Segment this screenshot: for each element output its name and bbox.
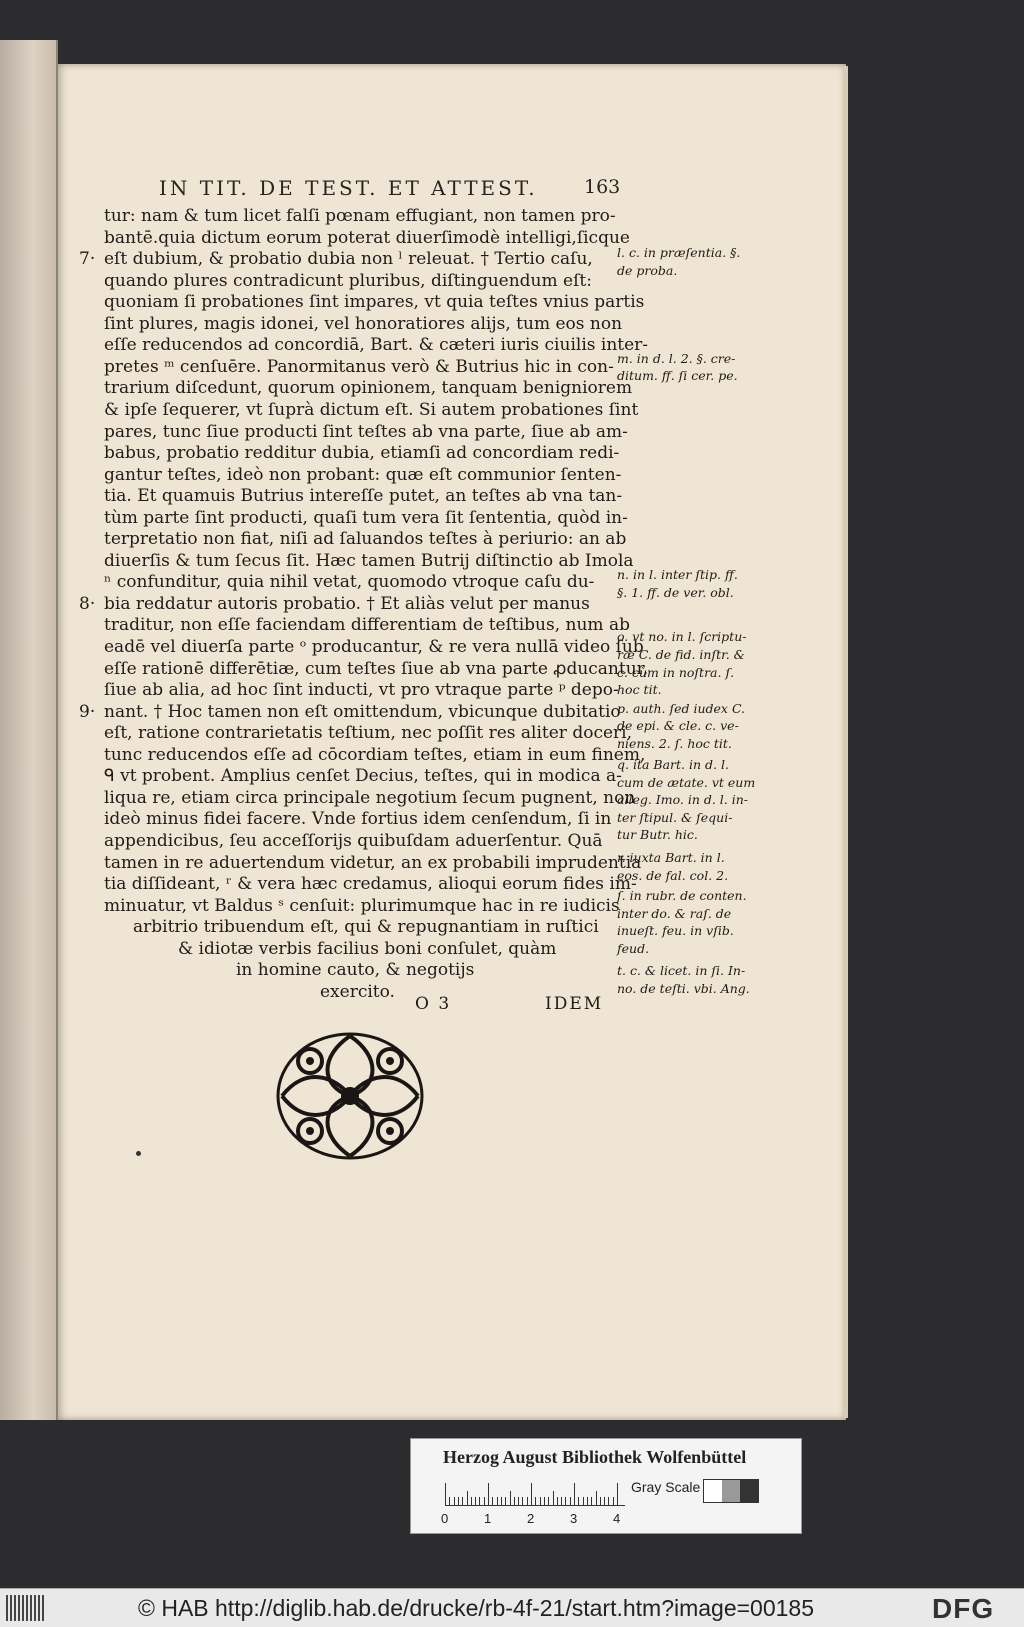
page-speck xyxy=(136,1151,141,1156)
section-number: 7· xyxy=(79,249,96,270)
marginal-note: de epi. & cle. c. ve- xyxy=(617,718,739,733)
printer-ornament xyxy=(270,1026,430,1166)
text-line: nant. † Hoc tamen non eſt omittendum, vbicunque dubitatio xyxy=(104,701,621,722)
text-line: liqua re, etiam circa principale negotium ſecum pugnent, non xyxy=(104,787,636,808)
ruler-tick xyxy=(479,1497,480,1505)
ruler-tick xyxy=(514,1497,515,1505)
ruler-tick xyxy=(518,1497,519,1505)
ruler-tick xyxy=(557,1497,558,1505)
marginal-note: §. 1. ff. de ver. obl. xyxy=(617,585,734,600)
text-line: eſt dubium, & probatio dubia non ˡ releuat. † Tertio caſu, xyxy=(104,249,593,270)
ruler-tick xyxy=(522,1497,523,1505)
text-line: & idiotæ verbis facilius boni conſulet, quàm xyxy=(178,938,557,959)
text-line: tùm parte ſint producti, quaſi tum vera ſit ſententia, quòd in- xyxy=(104,507,628,528)
ruler-number: 2 xyxy=(527,1511,535,1526)
marginal-note: ditum. ff. ſi cer. pe. xyxy=(617,368,738,383)
text-line: exercito. xyxy=(320,981,395,1002)
card-title: Herzog August Bibliothek Wolfenbüttel xyxy=(443,1447,747,1467)
ruler-number: 1 xyxy=(484,1511,492,1526)
text-line: appendicibus, ſeu acceſſorijs quibuſdam aduerſentur. Quā xyxy=(104,830,603,851)
ruler-tick xyxy=(471,1497,472,1505)
marginal-note: tur Butr. hic. xyxy=(617,827,698,842)
text-line: ideò minus fidei facere. Vnde fortius idem cenſendum, ſi in xyxy=(104,809,612,830)
text-line: minuatur, vt Baldus ˢ cenſuit: plurimumque hac in re iudicis xyxy=(104,895,620,916)
ruler-tick xyxy=(565,1497,566,1505)
ruler-number: 4 xyxy=(613,1511,621,1526)
ruler-number: 0 xyxy=(441,1511,449,1526)
ruler-tick xyxy=(497,1497,498,1505)
marginal-note: ræ C. de fid. inſtr. & xyxy=(617,647,745,662)
text-line: eſſe reducendos ad concordiā, Bart. & cæteri iuris ciuilis inter- xyxy=(104,335,649,356)
text-line: babus, probatio redditur dubia, etiamſi ad concordiam redi- xyxy=(104,443,620,464)
text-line: terpretatio non fiat, niſi ad ſaluandos teſtes à periurio: an ab xyxy=(104,529,627,550)
page-number: 163 xyxy=(584,176,621,198)
ruler-tick xyxy=(600,1497,601,1505)
ruler-tick xyxy=(510,1491,511,1505)
ruler-tick xyxy=(587,1497,588,1505)
color-calibration-card xyxy=(410,1438,802,1534)
marginal-note: no. de teſti. vbi. Ang. xyxy=(617,981,750,996)
text-line: arbitrio tribuendum eſt, qui & repugnantiam in ruſtici xyxy=(133,917,599,938)
marginal-note: t. c. & licet. in ſi. In- xyxy=(617,963,746,978)
ruler-tick xyxy=(484,1497,485,1505)
catchword: IDEM xyxy=(545,994,604,1014)
ruler-tick xyxy=(604,1497,605,1505)
ruler-number: 3 xyxy=(570,1511,578,1526)
text-line: & ipſe ſequerer, vt ſuprà dictum eſt. Si autem probationes ſint xyxy=(104,399,639,420)
text-line: diuerſis & tum ſecus ſit. Hæc tamen Butrij diſtinctio ab Imola xyxy=(104,550,634,571)
ruler-tick xyxy=(449,1497,450,1505)
text-line: pretes ᵐ cenſuēre. Panormitanus verò & Butrius hic in con- xyxy=(104,356,614,377)
text-line: ⁿ confunditur, quia nihil vetat, quomodo vtroque caſu du- xyxy=(104,572,595,593)
ruler-tick xyxy=(501,1497,502,1505)
text-line: pares, tunc ſiue producti ſint teſtes ab vna parte, ſiue ab am- xyxy=(104,421,628,442)
text-line: eſſe rationē differētiæ, cum teſtes ſiue ab vna parte ꝓducantur, xyxy=(104,658,649,679)
ruler-tick xyxy=(570,1497,571,1505)
text-line: trarium diſcedunt, quorum opinionem, tanquam benigniorem xyxy=(104,378,633,399)
ruler-tick xyxy=(548,1497,549,1505)
marginal-note: niens. 2. ſ. hoc tit. xyxy=(617,736,732,751)
ruler-tick xyxy=(561,1497,562,1505)
text-line: tia. Et quamuis Butrius intereſſe putet, an teſtes ab vna tan- xyxy=(104,486,623,507)
ruler-tick xyxy=(596,1491,597,1505)
marginal-note: q. ita Bart. in d. l. xyxy=(617,757,729,772)
adjacent-page-edge xyxy=(0,40,58,1420)
text-line: quoniam ſi probationes ſint impares, vt quia teſtes vnius partis xyxy=(104,292,645,313)
gray-scale-label: Gray Scale xyxy=(631,1479,701,1495)
ruler-tick xyxy=(458,1497,459,1505)
ruler-tick xyxy=(462,1497,463,1505)
ruler-tick xyxy=(535,1497,536,1505)
text-line: tamen in re aduertendum videtur, an ex probabili imprudentia xyxy=(104,852,642,873)
ruler-tick xyxy=(578,1497,579,1505)
text-line: bantē.quia dictum eorum poterat diuerſimodè intelligi,ſicque xyxy=(104,227,630,248)
text-line: tur: nam & tum licet falſi pœnam effugiant, non tamen pro- xyxy=(104,206,616,226)
marginal-note: inueſt. feu. in vſib. xyxy=(617,923,734,938)
barcode-icon xyxy=(6,1595,46,1621)
text-line: in homine cauto, & negotijs xyxy=(236,960,475,981)
text-line: gantur teſtes, ideò non probant: quæ eſt communior ſenten- xyxy=(104,464,622,485)
ruler-tick xyxy=(617,1483,618,1505)
section-number: 9· xyxy=(79,701,96,722)
marginal-note: ſ. in rubr. de conten. xyxy=(617,888,747,903)
running-title: IN TIT. DE TEST. ET ATTEST. xyxy=(159,176,538,200)
marginal-note: o. vt no. in l. ſcriptu- xyxy=(617,629,747,644)
section-number: 8· xyxy=(79,593,96,614)
ruler-tick xyxy=(544,1497,545,1505)
marginal-note: p. auth. ſed iudex C. xyxy=(617,701,746,716)
marginal-note: l. c. in præſentia. §. xyxy=(617,245,741,260)
copyright-link[interactable]: © HAB http://diglib.hab.de/drucke/rb-4f-21/start.htm?image=00185 xyxy=(138,1595,815,1621)
marginal-note: eos. de fal. col. 2. xyxy=(617,868,729,883)
dfg-logo: DFG xyxy=(932,1593,995,1624)
ruler-tick xyxy=(613,1497,614,1505)
ruler-tick xyxy=(531,1483,532,1505)
scale-ruler xyxy=(445,1483,625,1506)
gray-scale-bar xyxy=(703,1479,759,1503)
marginal-note: m. in d. l. 2. §. cre- xyxy=(617,351,736,366)
footer-bar xyxy=(0,1588,1024,1627)
ruler-tick xyxy=(445,1483,446,1505)
ruler-tick xyxy=(574,1483,575,1505)
marginal-note: c. cùm in noſtra. ſ. xyxy=(617,665,735,680)
ruler-tick xyxy=(467,1491,468,1505)
ruler-tick xyxy=(591,1497,592,1505)
ruler-tick xyxy=(583,1497,584,1505)
text-line: ſint plures, magis idonei, vel honoratiores alijs, tum eos non xyxy=(104,313,623,334)
marginal-note: hoc tit. xyxy=(617,682,662,697)
text-line: traditur, non eſſe faciendam differentiam de teſtibus, num ab xyxy=(104,615,630,636)
signature-mark: O 3 xyxy=(415,994,452,1014)
marginal-note: feud. xyxy=(617,941,650,956)
text-line: tunc reducendos eſſe ad cōcordiam teſtes, etiam in eum finem, xyxy=(104,744,646,765)
text-line: eſt, ratione contrarietatis teſtium, nec poſſit res aliter doceri, xyxy=(104,723,633,744)
page-edge xyxy=(843,66,848,1418)
marginal-note: de proba. xyxy=(617,263,678,278)
text-line: bia reddatur autoris probatio. † Et aliàs velut per manus xyxy=(104,593,590,614)
ruler-tick xyxy=(505,1497,506,1505)
ruler-tick xyxy=(454,1497,455,1505)
text-line: ᑫ vt probent. Amplius cenſet Decius, teſtes, qui in modica a- xyxy=(104,766,622,787)
ruler-tick xyxy=(488,1483,489,1505)
marginal-note: inter do. & raſ. de xyxy=(617,906,732,921)
ruler-tick xyxy=(540,1497,541,1505)
text-line: eadē vel diuerſa parte ᵒ producantur, & re vera nullā video ſub xyxy=(104,637,644,657)
ruler-tick xyxy=(608,1497,609,1505)
text-line: quando plures contradicunt pluribus, diſtinguendum eſt: xyxy=(104,270,592,291)
marginal-note: alleg. Imo. in d. l. in- xyxy=(617,792,749,807)
marginal-note: cum de ætate. vt eum xyxy=(617,775,756,790)
marginal-note: r. iuxta Bart. in l. xyxy=(617,850,725,865)
marginal-note: n. in l. inter ſtip. ff. xyxy=(617,567,738,582)
ruler-tick xyxy=(492,1497,493,1505)
ruler-tick xyxy=(553,1491,554,1505)
marginal-note: ter ſtipul. & ſequi- xyxy=(617,810,733,825)
text-line: ſiue ab alia, ad hoc ſint inducti, vt pro vtraque parte ᵖ depo- xyxy=(104,680,619,701)
ruler-tick xyxy=(527,1497,528,1505)
text-line: tia diſſideant, ʳ & vera hæc credamus, alioqui eorum fides im- xyxy=(104,874,637,895)
ruler-tick xyxy=(475,1497,476,1505)
